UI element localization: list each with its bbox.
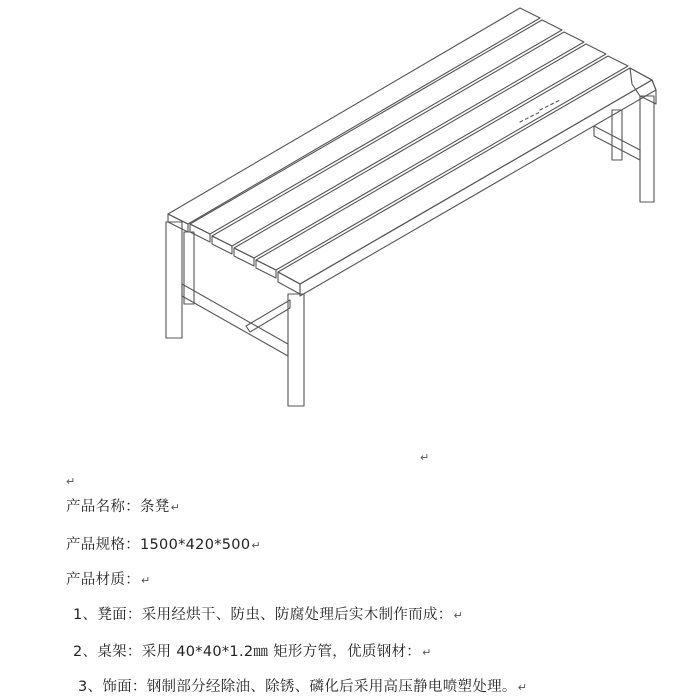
seat-slat bbox=[190, 20, 562, 234]
seat-slat-end bbox=[278, 272, 300, 294]
seat-slat-end bbox=[190, 224, 210, 242]
product-name-line: 产品名称：条凳↵ bbox=[66, 499, 181, 515]
material-item-finish: 3、饰面：钢制部分经除油、除锈、磷化后采用高压静电喷塑处理。↵ bbox=[78, 679, 528, 695]
seat-slat-end bbox=[234, 248, 254, 266]
seat-slat bbox=[168, 8, 540, 224]
paragraph-mark: ↵ bbox=[66, 475, 76, 488]
bench-leg bbox=[640, 96, 654, 202]
material-item-frame: 2、桌架：采用 40*40*1.2㎜ 矩形方管，优质钢材：↵ bbox=[73, 644, 432, 660]
seat-slat-end bbox=[256, 260, 276, 278]
seat-slat bbox=[212, 32, 584, 246]
bench-leg bbox=[288, 294, 304, 406]
paragraph-mark: ↵ bbox=[251, 539, 261, 552]
side-stretcher bbox=[594, 126, 640, 160]
seat-slat bbox=[278, 68, 652, 284]
bench-leg bbox=[612, 110, 622, 160]
product-spec-line: 产品规格：1500*420*500↵ bbox=[66, 537, 261, 553]
seat-front-face bbox=[300, 80, 656, 296]
paragraph-mark: ↵ bbox=[453, 609, 464, 622]
seat-slat-end bbox=[168, 214, 188, 232]
material-item-seat: 1、凳面：采用经烘干、防虫、防腐处理后实木制作而成：↵ bbox=[73, 607, 464, 623]
paragraph-mark: ↵ bbox=[170, 501, 181, 514]
paragraph-mark: ↵ bbox=[422, 646, 432, 659]
bench-leg bbox=[166, 222, 182, 338]
long-stretcher bbox=[246, 300, 290, 332]
paragraph-mark: ↵ bbox=[517, 681, 528, 694]
seat-right-end bbox=[630, 68, 656, 104]
paragraph-mark: ↵ bbox=[420, 451, 430, 464]
seat-slat-end bbox=[212, 236, 232, 254]
side-stretcher bbox=[182, 284, 288, 356]
paragraph-mark: ↵ bbox=[141, 574, 151, 587]
bench-leg bbox=[184, 232, 194, 304]
seat-slat bbox=[256, 56, 628, 270]
product-material-line: 产品材质：↵ bbox=[66, 572, 151, 588]
